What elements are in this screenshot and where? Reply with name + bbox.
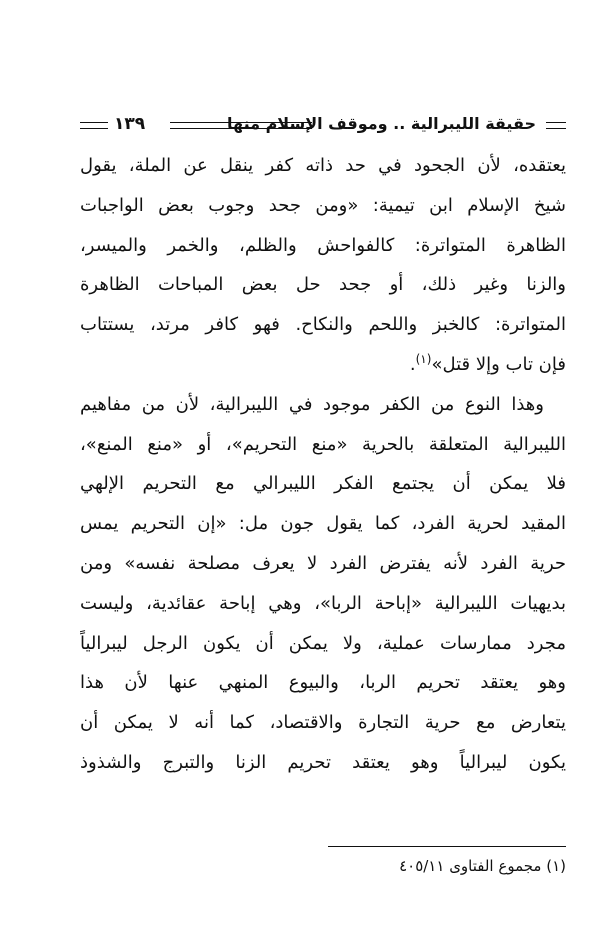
header-title: حقيقة الليبرالية .. وموقف الإسلام منها xyxy=(227,114,536,133)
text-line: المتواترة: كالخبز واللحم والنكاح. فهو كافر مرتد، يستتاب xyxy=(80,314,566,336)
text-line: فلا يمكن أن يجتمع الفكر الليبرالي مع التحريم الإلهي xyxy=(80,473,566,495)
header-rule-right xyxy=(546,122,566,129)
text-line: الظاهرة المتواترة: كالفواحش والظلم، والخمر والميسر، xyxy=(80,234,566,256)
body-text xyxy=(80,146,566,783)
text-line-paragraph-start: وهذا النوع من الكفر موجود في الليبرالية، لأن من مفاهيم xyxy=(80,393,544,415)
text-line: مجرد ممارسات عملية، ولا يمكن أن يكون الرجل ليبرالياً xyxy=(80,632,566,654)
text-line: حرية الفرد لأنه يفترض الفرد لا يعرف مصلحة نفسه» ومن xyxy=(80,552,566,574)
text-line-quote-end xyxy=(80,345,566,385)
period: . xyxy=(409,353,416,375)
footnote: (١) مجموع الفتاوى ٤٠٥/١١ xyxy=(399,857,566,875)
text-line: يعتقده، لأن الجحود في حد ذاته كفر ينقل عن الملة، يقول xyxy=(80,155,566,176)
text-line: يكون ليبرالياً وهو يعتقد تحريم الزنا والتبرج والشذوذ xyxy=(80,751,566,773)
text-line: بديهيات الليبرالية «إباحة الربا»، وهي إباحة عقائدية، وليست xyxy=(80,592,566,614)
footnote-separator xyxy=(328,846,566,847)
footnote-reference[interactable]: (١) xyxy=(415,351,432,366)
header-rule-middle xyxy=(170,122,312,129)
header-rule-left xyxy=(80,122,108,129)
page-number: ١٣٩ xyxy=(114,114,146,134)
text-line: والزنا وغير ذلك، أو جحد حل بعض المباحات الظاهرة xyxy=(80,274,566,296)
text-line: وهو يعتقد تحريم الربا، والبيوع المنهي عنها لأن هذا xyxy=(80,672,566,694)
quote-end-text: فإن تاب وإلا قتل» xyxy=(431,353,566,375)
text-line: شيخ الإسلام ابن تيمية: «ومن جحد وجوب بعض الواجبات xyxy=(80,194,566,216)
text-line: الليبرالية المتعلقة بالحرية «منع التحريم»، أو «منع المنع»، xyxy=(80,433,566,455)
text-line: المقيد لحرية الفرد، كما يقول جون مل: «إن التحريم يمس xyxy=(80,513,566,535)
running-header xyxy=(80,112,566,138)
text-line: يتعارض مع حرية التجارة والاقتصاد، كما أنه لا يمكن أن xyxy=(80,712,566,734)
